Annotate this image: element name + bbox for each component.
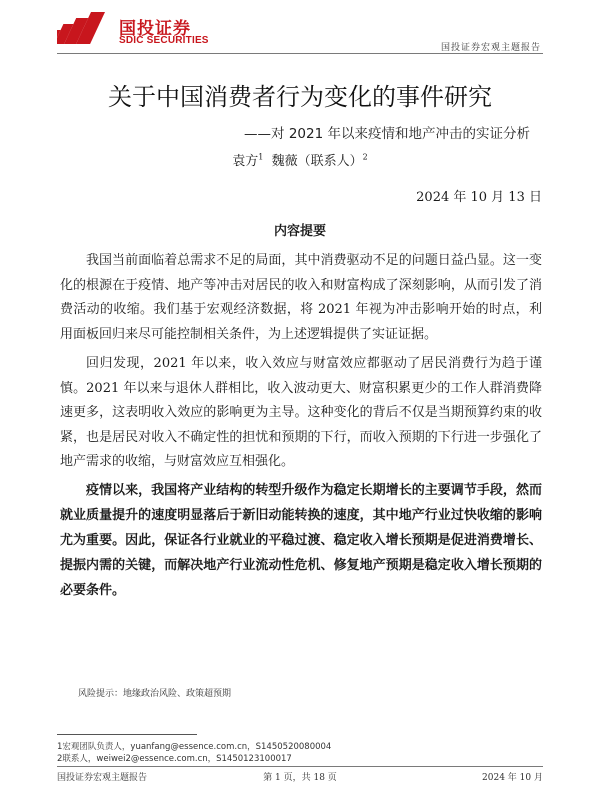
risk-note: 风险提示：地缘政治风险、政策超预期 — [78, 689, 232, 699]
abstract-paragraph: 回归发现，2021 年以来，收入效应与财富效应都驱动了居民消费行为趋于谨慎。2021 年以来与退休人群相比，收入波动更大、财富积累更少的工作人群消费降速更多，这表明收入效应的影响更为主导。这种变化的背后不仅是当期预算约束的收紧，也是居民对收入不确定性的担忧和预期的下行，而收入预期的下行进一步强化了地产需求的收缩，与财富效应互相强化。 — [60, 356, 542, 469]
footnote: 2联系人，weiwei2@essence.com.cn，S1450123100017 — [57, 754, 292, 764]
header-divider — [57, 53, 543, 54]
author-footnote-mark: 1 — [258, 152, 264, 162]
abstract-heading: 内容提要 — [273, 224, 326, 239]
abstract-body — [60, 249, 542, 603]
footer-report-type: 国投证券宏观主题报告 — [57, 773, 148, 783]
footnote: 1宏观团队负责人，yuanfang@essence.com.cn，S1450520080004 — [57, 742, 332, 752]
author-line — [0, 150, 600, 169]
report-title: 关于中国消费者行为变化的事件研究 — [108, 83, 492, 111]
author-name: 袁方 — [232, 154, 259, 169]
footnote-divider — [57, 734, 197, 735]
author-footnote-mark: 2 — [362, 152, 368, 162]
logo-mark-icon — [57, 12, 117, 46]
footer-divider — [57, 766, 543, 767]
footer-date: 2024 年 10 月 — [482, 773, 543, 783]
page-number: 第 1 页，共 18 页 — [263, 773, 337, 783]
logo-text-en: SDIC SECURITIES — [119, 35, 209, 46]
report-subtitle: ——对 2021 年以来疫情和地产冲击的实证分析 — [244, 126, 530, 142]
author-name: 魏薇（联系人） — [271, 154, 363, 169]
report-type: 国投证券宏观主题报告 — [440, 43, 541, 53]
company-logo — [57, 12, 227, 48]
logo-text-cn: 国投证券 — [119, 19, 191, 39]
page-header — [0, 0, 600, 52]
report-date: 2024 年 10 月 13 日 — [416, 190, 542, 205]
abstract-paragraph: 我国当前面临着总需求不足的局面，其中消费驱动不足的问题日益凸显。这一变化的根源在于疫情、地产等冲击对居民的收入和财富构成了深刻影响，从而引发了消费活动的收缩。我们基于宏观经济数据，将 2021 年视为冲击影响开始的时点，利用面板回归来尽可能控制相关条件，为上述逻辑提供了实证证据。 — [60, 253, 542, 342]
abstract-paragraph: 疫情以来，我国将产业结构的转型升级作为稳定长期增长的主要调节手段，然而就业质量提升的速度明显落后于新旧动能转换的速度，其中地产行业过快收缩的影响尤为重要。因此，保证各行业就业的平稳过渡、稳定收入增长预期是促进消费增长、提振内需的关键，而解决地产行业流动性危机、修复地产预期是稳定收入增长预期的必要条件。 — [60, 482, 542, 598]
